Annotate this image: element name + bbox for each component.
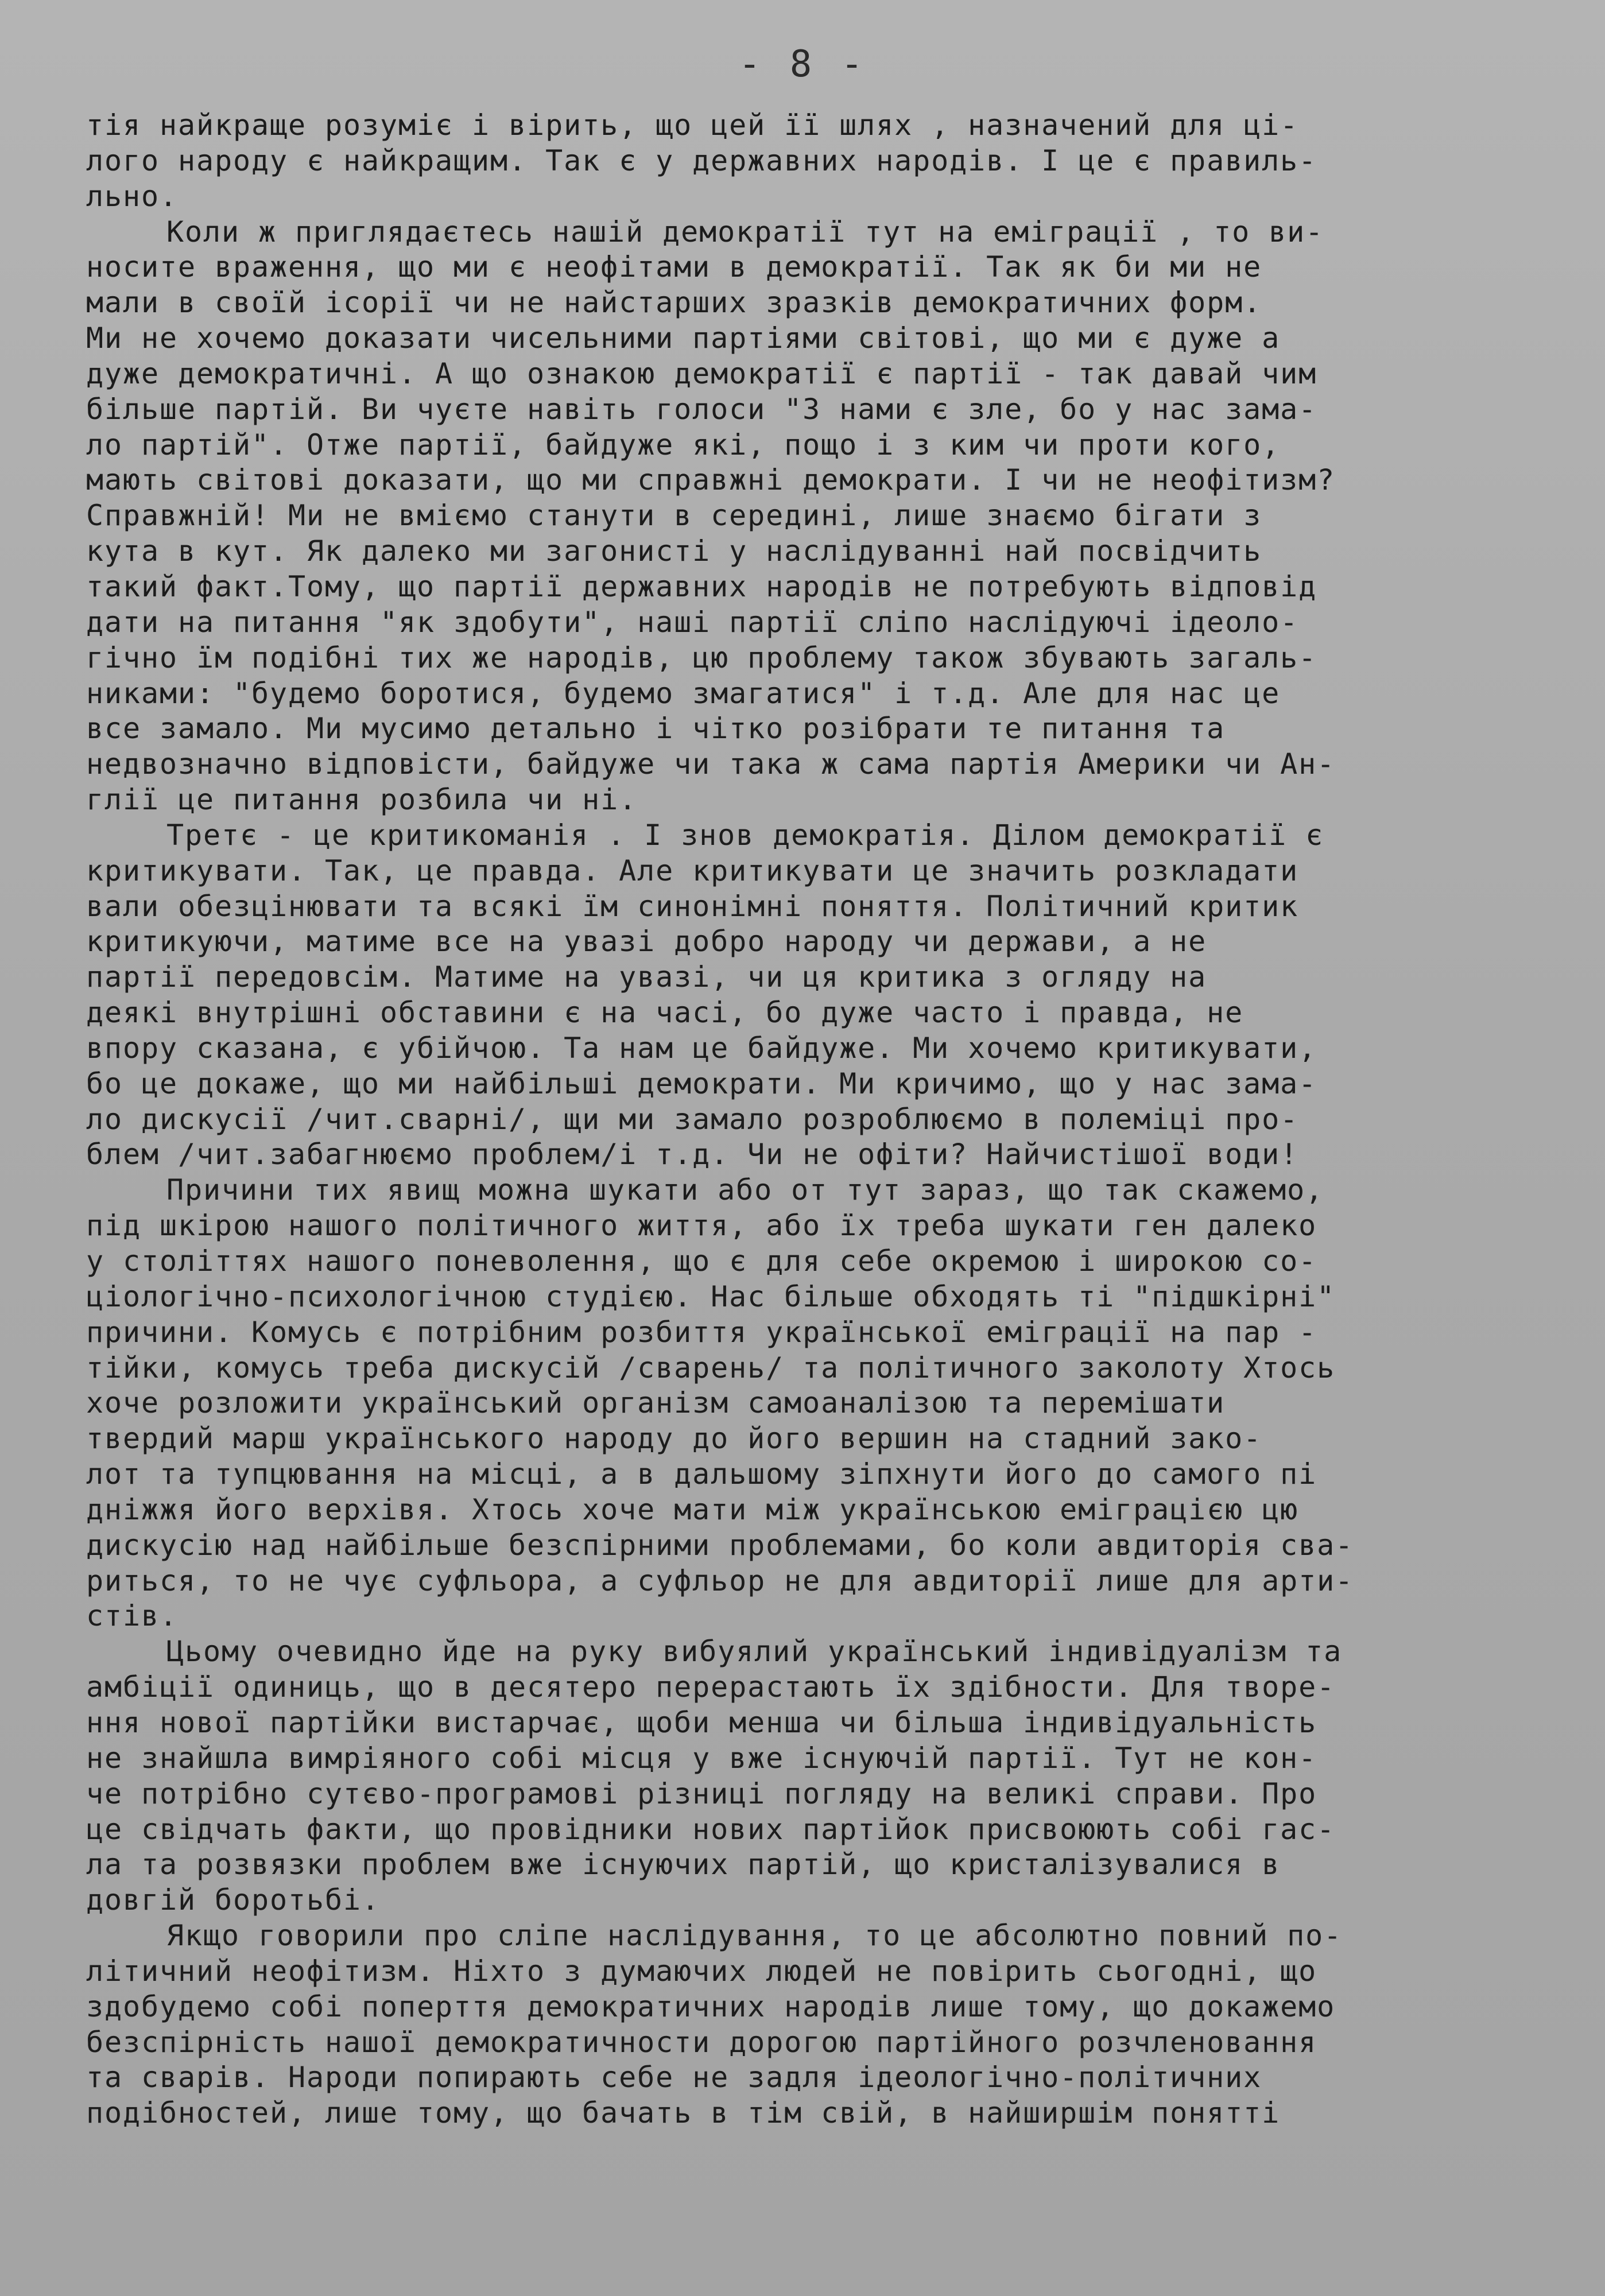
- text-line: гічно їм подібні тих же народів, цю проблему також збувають загаль-: [86, 641, 1317, 674]
- text-line: Якщо говорили про сліпе наслідування, то це абсолютно повний по-: [166, 1919, 1343, 1953]
- text-line: недвозначно відповісти, байдуже чи така ж сама партія Америки чи Ан-: [86, 747, 1336, 781]
- text-line: безспірність нашої демократичности дорогою партійного розчленовання: [86, 2025, 1317, 2059]
- text-line: кута в кут. Як далеко ми загонисті у наслідуванні най посвідчить: [86, 534, 1262, 568]
- text-line: не знайшла вимріяного собі місця у вже існуючій партії. Тут не кон-: [86, 1741, 1317, 1775]
- text-line: довгій боротьбі.: [86, 1883, 381, 1917]
- text-line: подібностей, лише тому, що бачать в тім свій, в найширшім понятті: [86, 2096, 1281, 2130]
- text-line: впору сказана, є убійчою. Та нам це байдуже. Ми хочемо критикувати,: [86, 1031, 1317, 1065]
- text-line: твердий марш українського народу до його вершин на стадний зако-: [86, 1422, 1262, 1456]
- text-line: риться, то не чує суфльора, а суфльор не для авдиторії лише для арти-: [86, 1564, 1354, 1597]
- text-line: лого народу є найкращим. Так є у державних народів. І це є правиль-: [86, 144, 1317, 177]
- text-line: літичний неофітизм. Ніхто з думаючих людей не повірить сьогодні, що: [86, 1954, 1317, 1988]
- text-line: Коли ж приглядаєтесь нашій демократії тут на еміграції , то ви-: [166, 215, 1324, 249]
- text-line: вали обезцінювати та всякі їм синонімні поняття. Політичний критик: [86, 889, 1299, 923]
- text-line: деякі внутрішні обставини є на часі, бо дуже часто і правда, не: [86, 996, 1244, 1030]
- text-line: днiжжя його верхівя. Хтось хоче мати між українською еміграцією цю: [86, 1492, 1299, 1526]
- text-line: Причини тих явищ можна шукати або от тут зараз, що так скажемо,: [166, 1173, 1324, 1207]
- text-line: причини. Комусь є потрібним розбиття української еміграції на пар -: [86, 1315, 1317, 1349]
- text-line: Цьому очевидно йде на руку вибуялий український індивідуалізм та: [166, 1635, 1343, 1669]
- body-text: [86, 108, 1556, 2131]
- text-line: більше партій. Ви чуєте навіть голоси "З нами є зле, бо у нас зама-: [86, 392, 1317, 426]
- text-line: бо це докаже, що ми найбільші демократи. Ми кричимо, що у нас зама-: [86, 1066, 1317, 1100]
- paragraph: [86, 818, 1556, 1173]
- text-line: дуже демократичні. А що ознакою демократії є партії - так давай чим: [86, 356, 1317, 390]
- text-line: ціологічно-психологічною студією. Нас більше обходять ті "підшкірні": [86, 1279, 1336, 1313]
- text-line: амбіції одиниць, що в десятеро перерастають їх здібности. Для творе-: [86, 1670, 1336, 1704]
- text-line: носите враження, що ми є неофітами в демократії. Так як би ми не: [86, 250, 1262, 284]
- text-line: все замало. Ми мусимо детально і чітко розібрати те питання та: [86, 712, 1226, 746]
- text-line: дискусію над найбільше безспірними проблемами, бо коли авдиторія сва-: [86, 1528, 1354, 1562]
- paragraph: [86, 215, 1556, 818]
- text-line: блем /чит.забагнюємо проблем/і т.д. Чи не офіти? Найчистішої води!: [86, 1138, 1299, 1172]
- text-line: Третє - це критикоманія . І знов демократія. Ділом демократії є: [166, 818, 1324, 852]
- text-line: хоче розложити український організм самоаналізою та перемішати: [86, 1386, 1226, 1420]
- text-line: партії передовсім. Матиме на увазі, чи ця критика з огляду на: [86, 960, 1207, 994]
- text-line: никами: "будемо боротися, будемо змагатися" і т.д. Але для нас це: [86, 676, 1281, 710]
- text-line: тійки, комусь треба дискусій /сварень/ та політичного заколоту Хтось: [86, 1351, 1336, 1384]
- text-line: здобудемо собі поперття демократичних народів лише тому, що докажемо: [86, 1989, 1336, 2023]
- text-line: лот та тупцювання на місці, а в дальшому зіпхнути його до самого пі: [86, 1457, 1317, 1491]
- text-line: дати на питання "як здобути", наші партії сліпо наслідуючі ідеоло-: [86, 605, 1299, 639]
- text-line: Ми не хочемо доказати чисельними партіями світові, що ми є дуже а: [86, 321, 1281, 355]
- text-line: ла та розвязки проблем вже існуючих партій, що кристалізувалися в: [86, 1848, 1281, 1882]
- paragraph: [86, 1634, 1556, 1918]
- text-line: ння нової партійки вистарчає, щоби менша чи більша індивідуальність: [86, 1705, 1317, 1739]
- text-line: мали в своїй ісорії чи не найстарших зразків демократичних форм.: [86, 286, 1262, 320]
- text-line: Справжній! Ми не вміємо станути в середині, лише знаємо бігати з: [86, 499, 1262, 533]
- text-line: критикуючи, матиме все на увазі добро народу чи держави, а не: [86, 925, 1207, 959]
- text-line: та сварів. Народи попирають себе не задля ідеологічно-політичних: [86, 2061, 1262, 2095]
- text-line: це свідчать факти, що провідники нових партійок присвоюють собі гас-: [86, 1812, 1336, 1846]
- text-line: під шкірою нашого політичного життя, або їх треба шукати ген далеко: [86, 1209, 1317, 1243]
- text-line: тія найкраще розуміє і вірить, що цей її шлях , назначений для ці-: [86, 108, 1299, 142]
- paragraph: [86, 1918, 1556, 2131]
- paragraph: [86, 1173, 1556, 1634]
- text-line: критикувати. Так, це правда. Але критикувати це значить розкладати: [86, 854, 1299, 887]
- text-line: мають світові доказати, що ми справжні демократи. І чи не неофітизм?: [86, 463, 1336, 497]
- text-line: ло дискусії /чит.сварні/, щи ми замало розроблюємо в полеміці про-: [86, 1102, 1299, 1136]
- paragraph: [86, 108, 1556, 215]
- page-number: - 8 -: [738, 43, 867, 86]
- text-line: такий факт.Тому, що партії державних народів не потребують відповід: [86, 569, 1317, 603]
- text-line: стів.: [86, 1599, 179, 1633]
- text-line: ло партій". Отже партії, байдуже які, пощо і з ким чи проти кого,: [86, 428, 1281, 461]
- text-line: че потрібно сутєво-програмові різниці погляду на великі справи. Про: [86, 1777, 1317, 1810]
- text-line: льно.: [86, 179, 179, 213]
- text-line: у століттях нашого поневолення, що є для себе окремою і широкою со-: [86, 1244, 1317, 1278]
- text-line: глії це питання розбила чи ні.: [86, 783, 638, 817]
